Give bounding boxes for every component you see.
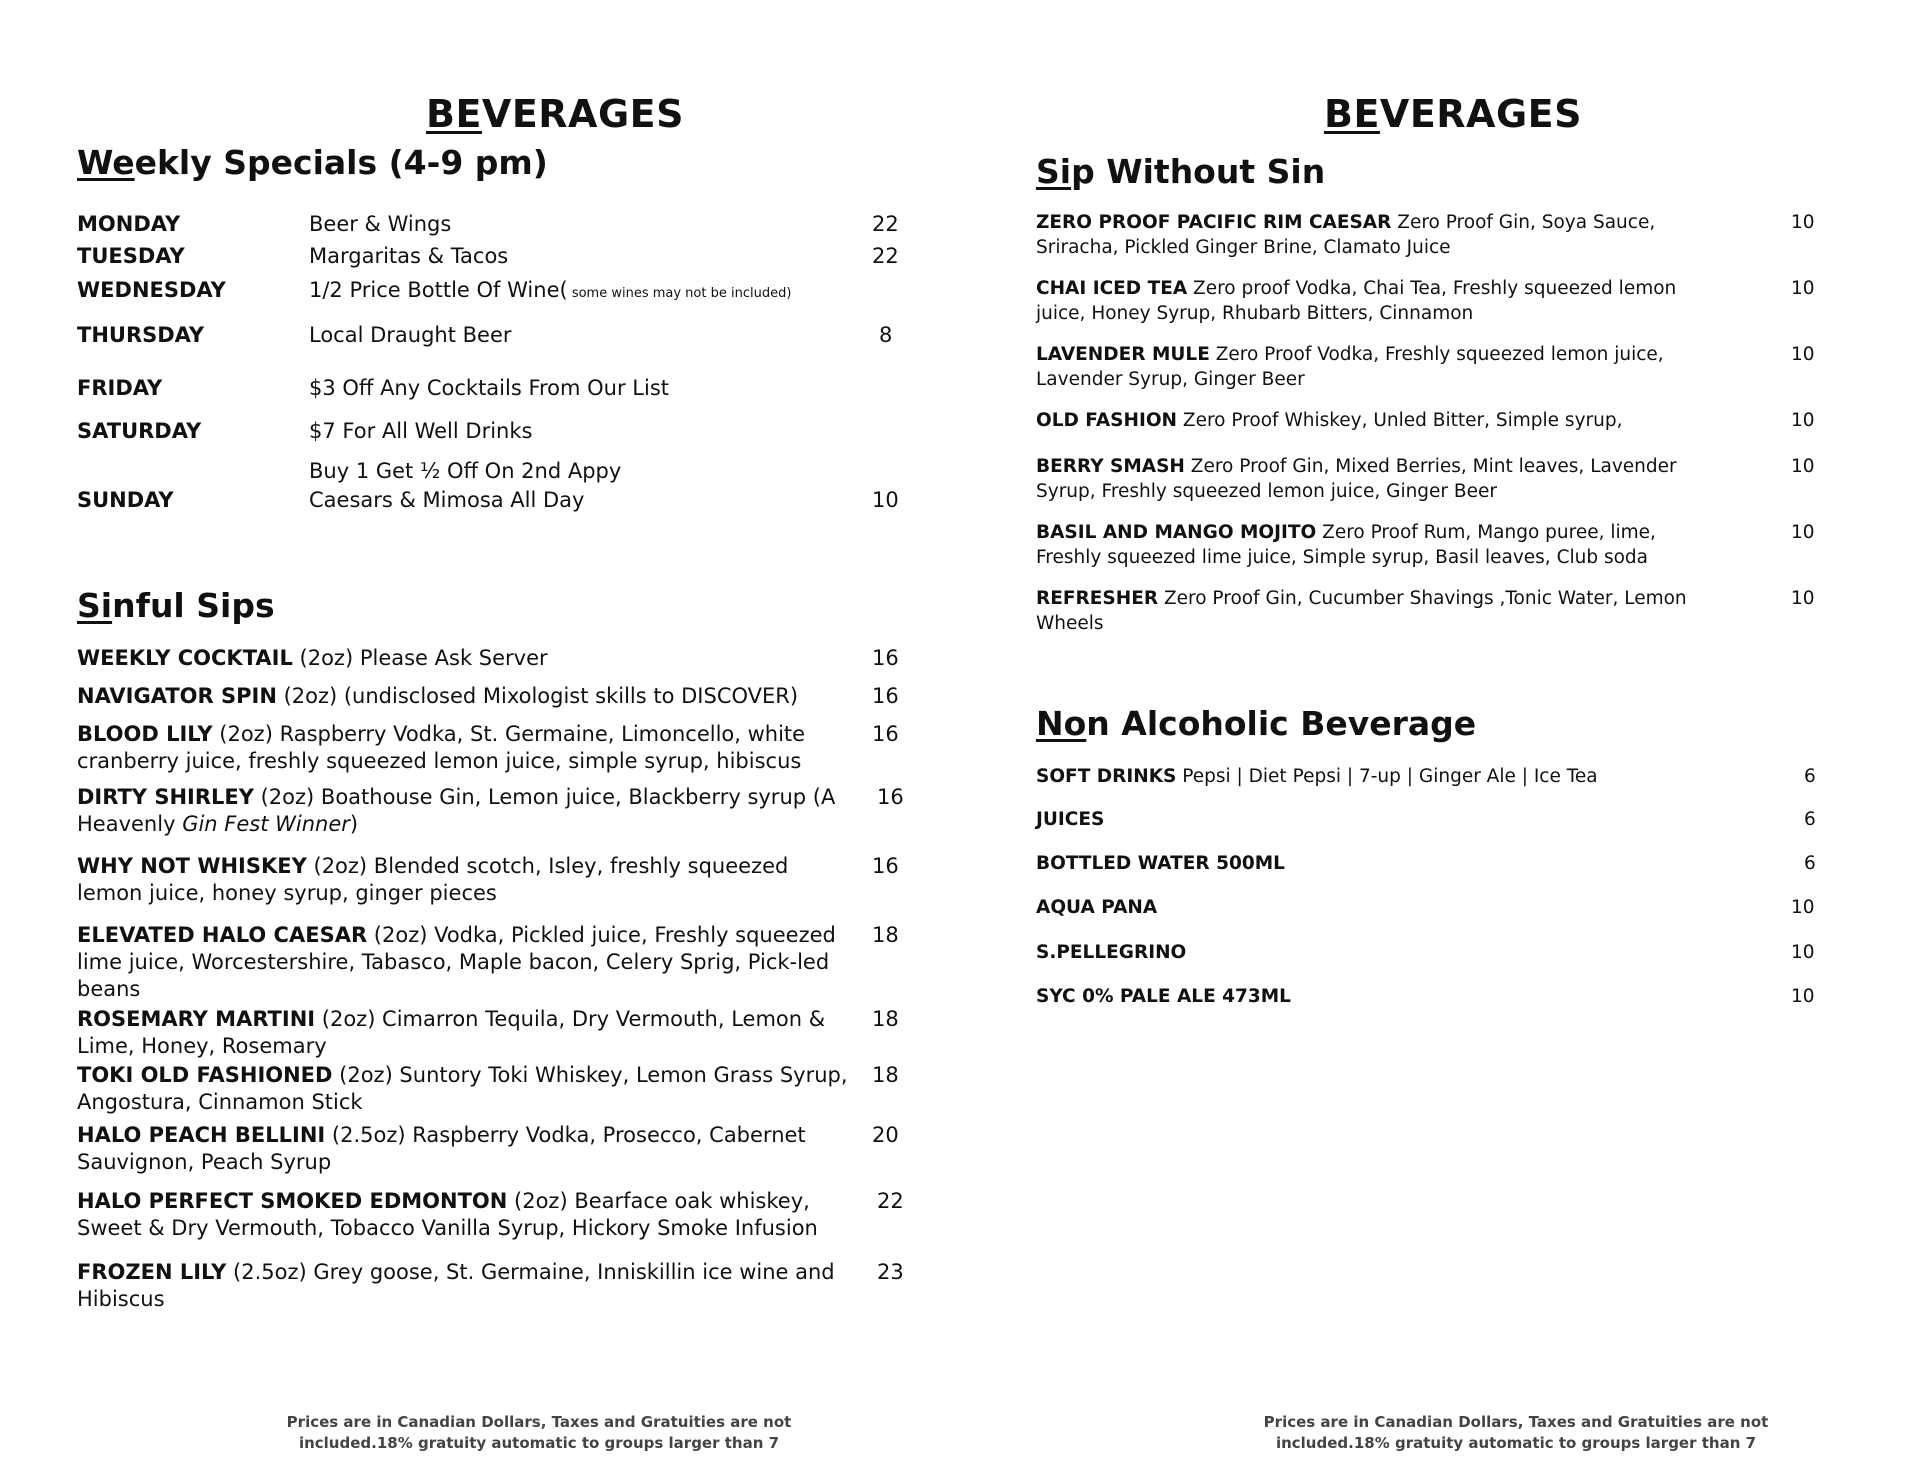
cocktail-name: BLOOD LILY bbox=[77, 722, 213, 746]
mocktail-item bbox=[1036, 520, 1815, 570]
mocktail-ingredients: Zero Proof Gin, Mixed Berries, Mint leaves, Lavender Syrup, Freshly squeezed lemon juice, Ginger Beer bbox=[1036, 456, 1677, 502]
cocktail-description bbox=[77, 922, 857, 1003]
weekly-title-rest: ekly Specials (4-9 pm) bbox=[134, 143, 548, 182]
mocktail-description bbox=[1036, 276, 1716, 326]
cocktail-ingredients: (2oz) Cimarron Tequila, Dry Vermouth, Lemon & Lime, Honey, Rosemary bbox=[77, 1007, 826, 1058]
special-deal-note: some wines may not be included) bbox=[567, 286, 792, 301]
special-deal: $3 Off Any Cocktails From Our List bbox=[309, 376, 670, 400]
beverage-description bbox=[1036, 851, 1716, 876]
mocktail-item bbox=[1036, 586, 1815, 636]
sinful-title-underlined: Si bbox=[77, 586, 113, 625]
mocktail-name: LAVENDER MULE bbox=[1036, 344, 1210, 365]
special-day: WEDNESDAY bbox=[77, 278, 226, 302]
special-price: 22 bbox=[872, 244, 899, 268]
special-day: MONDAY bbox=[77, 212, 181, 236]
cocktail-description bbox=[77, 1188, 857, 1242]
mocktail-description bbox=[1036, 454, 1716, 504]
cocktail-ingredients: (2.5oz) Grey goose, St. Germaine, Inniskillin ice wine and Hibiscus bbox=[77, 1260, 835, 1311]
mocktail-price: 10 bbox=[1791, 456, 1815, 477]
cocktail-description bbox=[77, 853, 857, 907]
mocktail-name: BERRY SMASH bbox=[1036, 456, 1185, 477]
soft-drink-item bbox=[1036, 764, 1816, 789]
special-deal: Local Draught Beer bbox=[309, 323, 512, 347]
mocktail-name: ZERO PROOF PACIFIC RIM CAESAR bbox=[1036, 212, 1392, 233]
cocktail-ingredients: (2.5oz) Raspberry Vodka, Prosecco, Cabernet Sauvignon, Peach Syrup bbox=[77, 1123, 806, 1174]
cocktail-ingredients: (2oz) Raspberry Vodka, St. Germaine, Limoncello, white cranberry juice, freshly squeezed lemon juice, simple syrup, hibiscus bbox=[77, 722, 806, 773]
beverage-name: JUICES bbox=[1036, 809, 1105, 830]
beverage-price: 10 bbox=[1791, 897, 1815, 918]
beverage-description bbox=[1036, 764, 1716, 789]
mocktail-ingredients: Zero Proof Gin, Cucumber Shavings ,Tonic Water, Lemon Wheels bbox=[1036, 588, 1687, 634]
cocktail-ingredients: (2oz) Blended scotch, Isley, freshly squeezed lemon juice, honey syrup, ginger pieces bbox=[77, 854, 789, 905]
beverage-item bbox=[1036, 851, 1816, 876]
cocktail-price: 16 bbox=[872, 722, 899, 746]
sip-title-rest: p Without Sin bbox=[1071, 152, 1326, 191]
cocktail-name: WEEKLY COCKTAIL bbox=[77, 646, 293, 670]
beverage-item bbox=[1036, 940, 1815, 965]
cocktail-description bbox=[77, 1006, 857, 1060]
cocktail-description bbox=[77, 721, 857, 775]
cocktail-description bbox=[77, 1122, 857, 1176]
title-rest: VERAGES bbox=[1379, 92, 1582, 136]
mocktail-item bbox=[1036, 342, 1815, 392]
beverage-price: 6 bbox=[1804, 766, 1816, 787]
cocktail-price: 16 bbox=[872, 854, 899, 878]
footer-line: Prices are in Canadian Dollars, Taxes and Gratuities are not bbox=[286, 1413, 792, 1431]
beverage-description bbox=[1036, 807, 1716, 832]
special-deal: Caesars & Mimosa All Day bbox=[309, 488, 585, 512]
mocktail-price: 10 bbox=[1791, 278, 1815, 299]
cocktail-description bbox=[77, 645, 857, 672]
special-deal: Beer & Wings bbox=[309, 212, 452, 236]
cocktail-description bbox=[77, 1259, 857, 1313]
title-underlined-part: BE bbox=[426, 92, 482, 136]
nonalc-title-rest: n Alcoholic Beverage bbox=[1086, 704, 1477, 743]
mocktail-description bbox=[1036, 520, 1716, 570]
sip-title-underlined: Si bbox=[1036, 152, 1072, 191]
nonalc-title-underlined: No bbox=[1036, 704, 1087, 743]
cocktail-item bbox=[77, 1006, 899, 1060]
beverage-name: BOTTLED WATER 500ML bbox=[1036, 853, 1285, 874]
mocktail-item bbox=[1036, 210, 1815, 260]
cocktail-item bbox=[77, 784, 904, 838]
beverage-item bbox=[1036, 895, 1815, 920]
cocktail-description bbox=[77, 683, 857, 710]
cocktail-name: ELEVATED HALO CAESAR bbox=[77, 923, 368, 947]
cocktail-price: 23 bbox=[877, 1260, 904, 1284]
beverage-description bbox=[1036, 940, 1716, 965]
cocktail-description bbox=[77, 784, 857, 838]
beverage-price: 6 bbox=[1804, 853, 1816, 874]
beverage-price: 10 bbox=[1791, 986, 1815, 1007]
mocktail-description bbox=[1036, 586, 1716, 636]
cocktail-item bbox=[77, 853, 899, 907]
cocktail-price: 16 bbox=[872, 646, 899, 670]
mocktail-ingredients: Zero Proof Vodka, Freshly squeezed lemon juice, Lavender Syrup, Ginger Beer bbox=[1036, 344, 1664, 390]
non-alcoholic-title bbox=[1036, 704, 1476, 743]
mocktail-item bbox=[1036, 408, 1815, 433]
cocktail-name: NAVIGATOR SPIN bbox=[77, 684, 277, 708]
cocktail-ingredients: (2oz) Boathouse Gin, Lemon juice, Blackberry syrup (A Heavenly bbox=[77, 785, 836, 836]
cocktail-name: DIRTY SHIRLEY bbox=[77, 785, 254, 809]
special-day: SUNDAY bbox=[77, 488, 174, 512]
cocktail-ingredients: (2oz) Bearface oak whiskey, Sweet & Dry Vermouth, Tobacco Vanilla Syrup, Hickory Smoke Infusion bbox=[77, 1189, 818, 1240]
footer-line: Prices are in Canadian Dollars, Taxes and Gratuities are not bbox=[1263, 1413, 1769, 1431]
beverage-item bbox=[1036, 984, 1815, 1009]
mocktail-ingredients: Zero proof Vodka, Chai Tea, Freshly squeezed lemon juice, Honey Syrup, Rhubarb Bitters, Cinnamon bbox=[1036, 278, 1677, 324]
cocktail-ingredients-end: ) bbox=[349, 812, 359, 836]
special-day: SATURDAY bbox=[77, 419, 202, 443]
cocktail-price: 18 bbox=[872, 923, 899, 947]
cocktail-item bbox=[77, 683, 899, 710]
mocktail-name: CHAI ICED TEA bbox=[1036, 278, 1188, 299]
left-footer-note bbox=[259, 1412, 819, 1454]
sinful-sips-title bbox=[77, 586, 275, 625]
cocktail-name: TOKI OLD FASHIONED bbox=[77, 1063, 333, 1087]
cocktail-description bbox=[77, 1062, 857, 1116]
cocktail-item bbox=[77, 721, 899, 775]
mocktail-price: 10 bbox=[1791, 344, 1815, 365]
footer-line: included.18% gratuity automatic to groups larger than 7 bbox=[1275, 1434, 1757, 1452]
cocktail-item bbox=[77, 1259, 904, 1313]
cocktail-ingredients: (2oz) Please Ask Server bbox=[292, 646, 548, 670]
mocktail-item bbox=[1036, 454, 1815, 504]
cocktail-price: 18 bbox=[872, 1063, 899, 1087]
left-page-title bbox=[426, 92, 684, 136]
special-deal: Buy 1 Get ½ Off On 2nd Appy bbox=[309, 459, 622, 483]
mocktail-price: 10 bbox=[1791, 212, 1815, 233]
cocktail-item bbox=[77, 922, 899, 1003]
beverage-description bbox=[1036, 984, 1716, 1009]
special-day: FRIDAY bbox=[77, 376, 163, 400]
mocktail-description bbox=[1036, 408, 1716, 433]
mocktail-ingredients: Zero Proof Whiskey, Unled Bitter, Simple syrup, bbox=[1177, 410, 1623, 431]
special-price: 10 bbox=[872, 488, 899, 512]
special-price: 8 bbox=[879, 323, 893, 347]
right-page-title bbox=[1324, 92, 1582, 136]
cocktail-price: 20 bbox=[872, 1123, 899, 1147]
mocktail-ingredients: Zero Proof Gin, Soya Sauce, Sriracha, Pickled Ginger Brine, Clamato Juice bbox=[1036, 212, 1656, 258]
special-price: 22 bbox=[872, 212, 899, 236]
special-day: TUESDAY bbox=[77, 244, 185, 268]
beverage-price: 10 bbox=[1791, 942, 1815, 963]
mocktail-description bbox=[1036, 342, 1716, 392]
cocktail-ingredients: (2oz) (undisclosed Mixologist skills to DISCOVER) bbox=[276, 684, 799, 708]
cocktail-item bbox=[77, 1062, 899, 1116]
cocktail-price: 16 bbox=[872, 684, 899, 708]
special-deal bbox=[309, 278, 791, 302]
cocktail-ingredients: (2oz) Suntory Toki Whiskey, Lemon Grass Syrup, Angostura, Cinnamon Stick bbox=[77, 1063, 848, 1114]
cocktail-award: Gin Fest Winner bbox=[182, 812, 350, 836]
mocktail-price: 10 bbox=[1791, 588, 1815, 609]
sip-without-sin-title bbox=[1036, 152, 1325, 191]
mocktail-name: REFRESHER bbox=[1036, 588, 1159, 609]
mocktail-description bbox=[1036, 210, 1716, 260]
beverage-price: 6 bbox=[1804, 809, 1816, 830]
beverage-name: AQUA PANA bbox=[1036, 897, 1158, 918]
mocktail-ingredients: Zero Proof Rum, Mango puree, lime, Freshly squeezed lime juice, Simple syrup, Basil leaves, Club soda bbox=[1036, 522, 1656, 568]
cocktail-item bbox=[77, 1188, 904, 1242]
cocktail-price: 18 bbox=[872, 1007, 899, 1031]
cocktail-name: ROSEMARY MARTINI bbox=[77, 1007, 316, 1031]
beverage-name: SOFT DRINKS bbox=[1036, 766, 1177, 787]
mocktail-name: BASIL AND MANGO MOJITO bbox=[1036, 522, 1317, 543]
title-underlined-part: BE bbox=[1324, 92, 1380, 136]
mocktail-name: OLD FASHION bbox=[1036, 410, 1178, 431]
special-deal: Margaritas & Tacos bbox=[309, 244, 509, 268]
cocktail-name: FROZEN LILY bbox=[77, 1260, 227, 1284]
right-footer-note bbox=[1236, 1412, 1796, 1454]
footer-line: included.18% gratuity automatic to groups larger than 7 bbox=[298, 1434, 780, 1452]
beverage-description bbox=[1036, 895, 1716, 920]
mocktail-price: 10 bbox=[1791, 410, 1815, 431]
special-deal-text: 1/2 Price Bottle Of Wine( bbox=[309, 278, 568, 302]
mocktail-price: 10 bbox=[1791, 522, 1815, 543]
cocktail-item bbox=[77, 1122, 899, 1176]
cocktail-ingredients: (2oz) Vodka, Pickled juice, Freshly squeezed lime juice, Worcestershire, Tabasco, Maple bacon, Celery Sprig, Pick-led beans bbox=[77, 923, 836, 1001]
cocktail-price: 22 bbox=[877, 1189, 904, 1213]
special-deal: $7 For All Well Drinks bbox=[309, 419, 533, 443]
beverage-name: S.PELLEGRINO bbox=[1036, 942, 1187, 963]
weekly-specials-title bbox=[77, 143, 548, 182]
beverage-item bbox=[1036, 807, 1816, 832]
mocktail-item bbox=[1036, 276, 1815, 326]
cocktail-name: WHY NOT WHISKEY bbox=[77, 854, 307, 878]
title-rest: VERAGES bbox=[481, 92, 684, 136]
special-day: THURSDAY bbox=[77, 323, 205, 347]
cocktail-price: 16 bbox=[877, 785, 904, 809]
cocktail-name: HALO PEACH BELLINI bbox=[77, 1123, 326, 1147]
cocktail-name: HALO PERFECT SMOKED EDMONTON bbox=[77, 1189, 508, 1213]
weekly-title-underlined: We bbox=[77, 143, 135, 182]
beverage-name: SYC 0% PALE ALE 473ML bbox=[1036, 986, 1291, 1007]
beverage-options: Pepsi | Diet Pepsi | 7-up | Ginger Ale | Ice Tea bbox=[1176, 766, 1598, 787]
cocktail-item bbox=[77, 645, 899, 672]
sinful-title-rest: nful Sips bbox=[112, 586, 275, 625]
